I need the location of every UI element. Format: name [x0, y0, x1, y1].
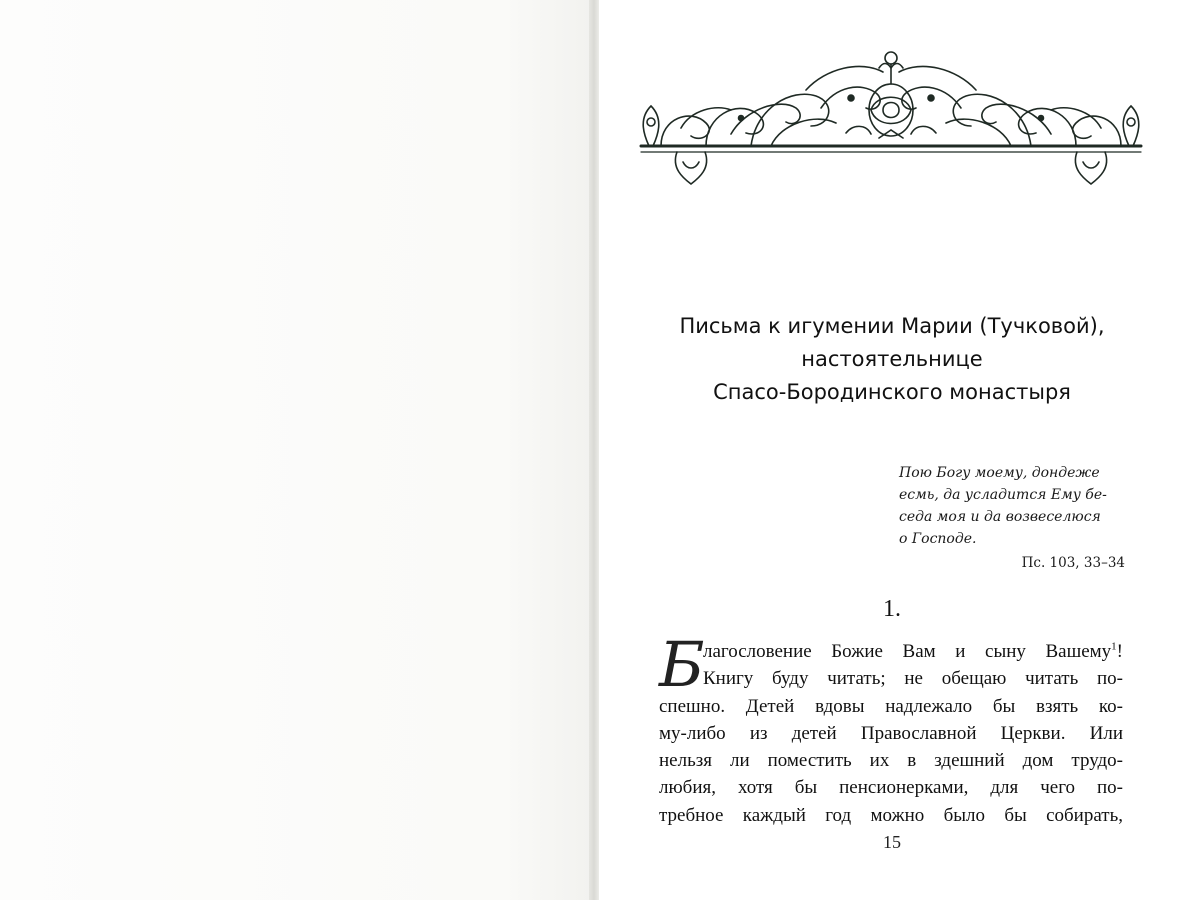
- body-line-5: нельзя ли поместить их в здешний дом трудо-: [659, 750, 1123, 772]
- epigraph-line-4: о Господе.: [899, 531, 977, 547]
- footnote-mark[interactable]: 1: [1111, 640, 1117, 653]
- drop-cap: Б: [659, 628, 705, 701]
- epigraph: [899, 462, 1125, 574]
- epigraph-source: Пс. 103, 33–34: [1021, 555, 1125, 571]
- chapter-title-line-2: настоятельнице: [801, 347, 983, 371]
- body-line-1-text: лагословение Божие Вам и сыну Вашему: [703, 641, 1112, 662]
- body-line-1-end: !: [1116, 641, 1123, 662]
- epigraph-line-2: есмь, да усладится Ему бе-: [899, 487, 1107, 503]
- letter-number: 1.: [883, 596, 901, 622]
- letter-body: [659, 628, 1123, 829]
- epigraph-line-3: седа моя и да возвеселюся: [899, 509, 1101, 525]
- page-number: 15: [883, 832, 901, 852]
- book-gutter: [589, 0, 599, 900]
- chapter-title-line-1: Письма к игумении Марии (Тучковой),: [679, 314, 1105, 338]
- body-line-2: Книгу буду читать; не обещаю читать по-: [703, 668, 1123, 690]
- body-line-6: любия, хотя бы пенсионерками, для чего по-: [659, 777, 1123, 799]
- body-line-3: спешно. Детей вдовы надлежало бы взять ко-: [659, 695, 1123, 717]
- epigraph-line-1: Пою Богу моему, дондеже: [899, 465, 1100, 481]
- ornamental-headpiece-icon: [621, 38, 1161, 188]
- body-line-7: требное каждый год можно было бы собирать,: [659, 804, 1123, 826]
- left-page-blank: [0, 0, 592, 900]
- chapter-title-line-3: Спасо-Бородинского монастыря: [713, 380, 1071, 404]
- body-line-1: [659, 638, 1123, 665]
- body-line-4: му-либо из детей Православной Церкви. Или: [659, 722, 1123, 744]
- right-page: [599, 0, 1185, 900]
- chapter-title: [639, 310, 1145, 409]
